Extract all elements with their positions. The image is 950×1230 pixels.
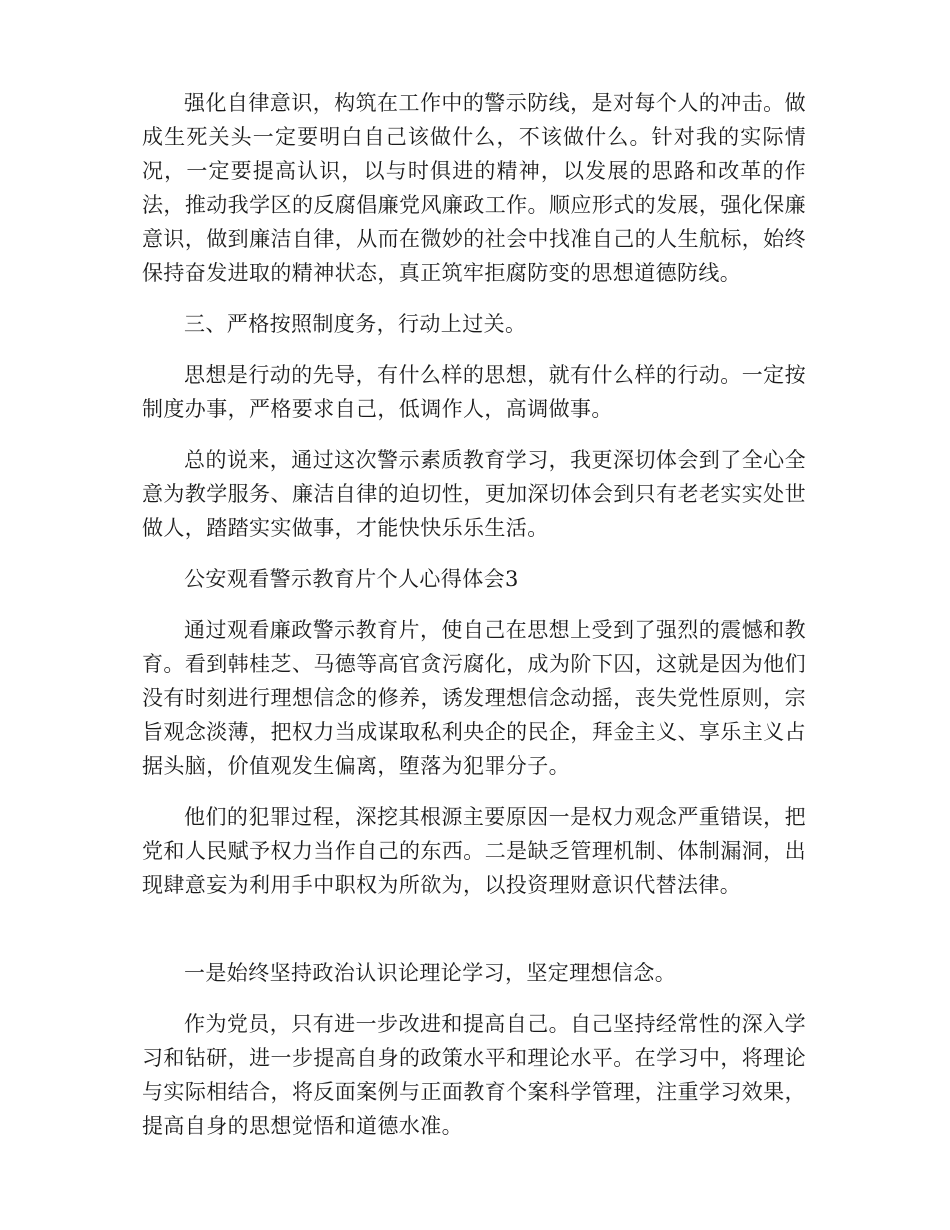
paragraph-crime-root: 他们的犯罪过程，深挖其根源主要原因一是权力观念严重错误，把党和人民赋予权力当作自己的东西。二是缺乏管理机制、体制漏洞，出现肆意妄为利用手中职权为所欲为，以投资理财意识代替法律。 bbox=[142, 805, 806, 897]
document-page bbox=[142, 86, 806, 1143]
paragraph-warning-film: 通过观看廉政警示教育片，使自己在思想上受到了强烈的震憾和教育。看到韩桂芝、马德等高官贪污腐化，成为阶下囚，这就是因为他们没有时刻进行理想信念的修养，诱发理想信念动摇，丧失党性原则，宗旨观念淡薄，把权力当成谋取私利央企的民企，拜金主义、享乐主义占据头脑，价值观发生偏离，堕落为犯罪分子。 bbox=[142, 618, 806, 778]
section-heading-three: 三、严格按照制度务，行动上过关。 bbox=[184, 312, 527, 336]
point-one-heading: 一是始终坚持政治认识论理论学习，坚定理想信念。 bbox=[184, 961, 677, 985]
paragraph-summary: 总的说来，通过这次警示素质教育学习，我更深切体会到了全心全意为教学服务、廉洁自律的迫切性，更加深切体会到只有老老实实处世做人，踏踏实实做事，才能快快乐乐生活。 bbox=[142, 448, 806, 540]
paragraph-party-member: 作为党员，只有进一步改进和提高自己。自己坚持经常性的深入学习和钻研，进一步提高自身的政策水平和理论水平。在学习中，将理论与实际相结合，将反面案例与正面教育个案科学管理，注重学习效果，提高自身的思想觉悟和道德水准。 bbox=[142, 1012, 806, 1138]
paragraph-self-discipline: 强化自律意识，构筑在工作中的警示防线，是对每个人的冲击。做成生死关头一定要明白自己该做什么，不该做什么。针对我的实际情况，一定要提高认识，以与时俱进的精神，以发展的思路和改革的作法，推动我学区的反腐倡廉党风廉政工作。顺应形式的发展，强化保廉意识，做到廉洁自律，从而在微妙的社会中找准自己的人生航标，始终保持奋发进取的精神状态，真正筑牢拒腐防变的思想道德防线。 bbox=[142, 91, 806, 285]
article-title-3: 公安观看警示教育片个人心得体会3 bbox=[184, 567, 519, 591]
paragraph-thought-action: 思想是行动的先导，有什么样的思想，就有什么样的行动。一定按制度办事，严格要求自己，低调作人，高调做事。 bbox=[142, 363, 806, 421]
